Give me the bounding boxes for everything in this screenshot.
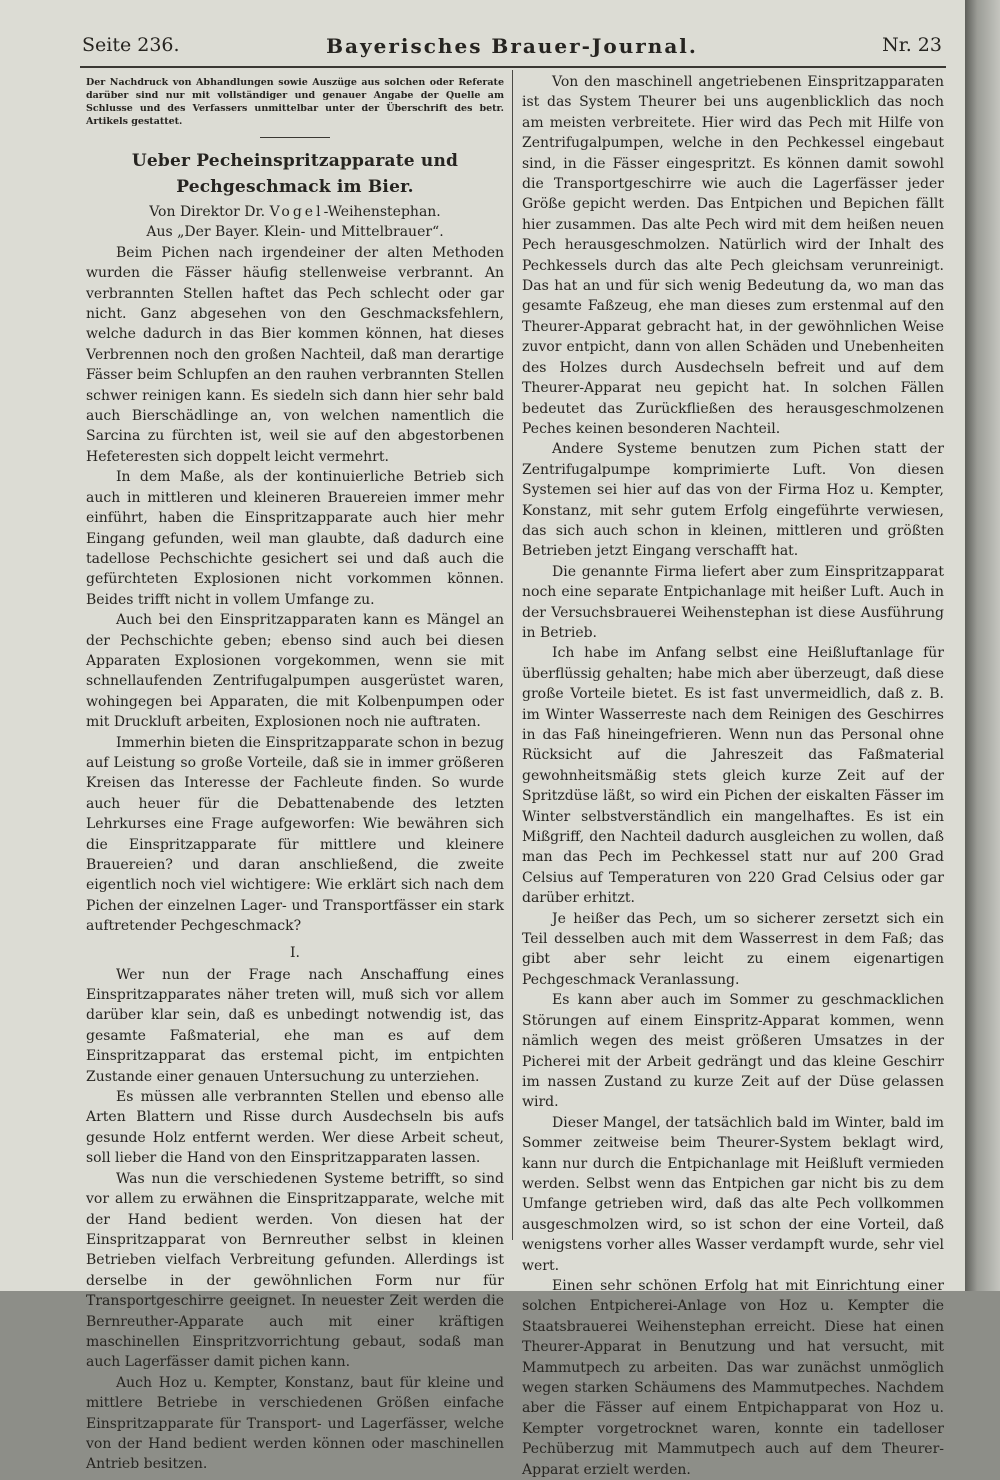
right-column xyxy=(522,72,944,1480)
paragraph: Wer nun der Frage nach Anschaffung eines Einspritzapparates näher treten will, muß sich vor allem darüber klar sein, daß es unbedingt notwendig ist, das gesamte Faßmaterial, ehe man es auf dem Einspritzapparat das erstemal picht, im entpichten Zustande einer genauen Untersuchung zu unterziehen. xyxy=(86,966,504,1085)
paragraph: Von den maschinell angetriebenen Einspritzapparaten ist das System Theurer bei uns augenblicklich das noch am meisten verbreitete. Hier wird das Pech mit Hilfe von Zentrifugalpumpen, welche in den Pechkessel eingebaut sind, in die Fässer eingespritzt. Es können damit sowohl die Transportgeschirre wie auch die Lagerfässer jeder Größe gepicht werden. Das Entpichen und Bepichen fällt hier zusammen. Das alte Pech wird mit dem heißen neuen Pech herausgeschmolzen. Natürlich wird der Inhalt des Pechkessels durch das alte Pech gleichsam verunreinigt. Das hat an und für sich wenig Bedeutung da, wo man das gesamte Faßzeug, ehe man dieses zum erstenmal auf den Theurer-Apparat gebracht hat, in der gewöhnlichen Weise zuvor entpicht, dann von allen Schäden und Unebenheiten des Holzes durch Ausdechseln befreit und auf dem Theurer-Apparat neu gepicht hat. In solchen Fällen bedeutet das Zurückfließen des herausgeschmolzenen Peches keinen besonderen Nachteil. xyxy=(522,74,944,437)
journal-title: Bayerisches Brauer-Journal. xyxy=(326,34,698,58)
section-heading: I. xyxy=(290,944,300,961)
paragraph: Je heißer das Pech, um so sicherer zersetzt sich ein Teil desselben auch mit dem Wasserrest in dem Faß; das gibt aber sehr leicht zu einem eigenartigen Pechgeschmack Veranlassung. xyxy=(522,910,944,988)
issue-number: Nr. 23 xyxy=(882,34,942,56)
paragraph: Ich habe im Anfang selbst eine Heißluftanlage für überflüssig gehalten; habe mich aber überzeugt, daß diese große Vorteile bietet. Es ist fast unvermeidlich, daß z. B. im Winter Wasserreste nach dem Reinigen des Geschirres in das Faß hineingefrieren. Wenn nun das Personal ohne Rücksicht auf die Jahreszeit das Faßmaterial gewohnheitsmäßig stets gleich kurze Zeit auf der Spritzdüse läßt, so wird ein Pichen der eiskalten Fässer im Winter selbstverständlich ein mangelhaftes. Es ist ein Mißgriff, den Nachteil dadurch ausgleichen zu wollen, daß man das Pech im Pechkessel statt nur auf 200 Grad Celsius auf Temperaturen von 220 Grad Celsius oder gar darüber erhitzt. xyxy=(522,645,944,907)
page-number: Seite 236. xyxy=(82,34,180,56)
author-prefix: Von Direktor Dr. xyxy=(149,204,270,220)
paragraph: Auch bei den Einspritzapparaten kann es Mängel an der Pechschichte geben; ebenso sind auch bei diesen Apparaten Explosionen vorgekommen, wenn sie mit schnellaufenden Zentrifugalpumpen ausgerüstet waren, wohingegen bei Apparaten, die mit Kolbenpumpen oder mit Druckluft arbeiten, Explosionen noch nie auftraten. xyxy=(86,612,504,731)
paragraph: Auch Hoz u. Kempter, Konstanz, baut für kleine und mittlere Betriebe in verschiedenen Größen einfache Einspritzapparate für Transport- und Lagerfässer, welche von der Hand bedient werden können oder maschinellen Antrieb besitzen. xyxy=(86,1374,504,1473)
left-column xyxy=(86,72,504,1475)
column-divider xyxy=(512,70,513,1240)
scan-edge xyxy=(965,0,1000,1291)
paragraph: Andere Systeme benutzen zum Pichen statt der Zentrifugalpumpe komprimierte Luft. Von diesen Systemen sei hier auf das von der Firma Hoz u. Kempter, Konstanz, mit sehr gutem Erfolg eingeführte verwiesen, das sich auch schon in kleinen, mittleren und größten Betrieben jetzt Eingang verschafft hat. xyxy=(522,441,944,560)
paragraph: In dem Maße, als der kontinuierliche Betrieb sich auch in mittleren und kleineren Brauereien immer mehr einführt, haben die Einspritzapparate auch hier mehr Eingang gefunden, weil man glaubte, daß dadurch eine tadellose Pechschichte gesichert sei und daß auch die gefürchteten Explosionen nicht vorkommen können. Beides trifft nicht in vollem Umfange zu. xyxy=(86,469,504,608)
paragraph: Immerhin bieten die Einspritzapparate schon in bezug auf Leistung so große Vorteile, daß sie in immer größeren Kreisen das Interesse der Fachleute finden. So wurde auch heuer für die Debattenabende des letzten Lehrkurses eine Frage aufgeworfen: Wie bewähren sich die Einspritzapparate für mittlere und kleinere Brauereien? und daran anschließend, die zweite eigentlich noch viel wichtigere: Wie erklärt sich nach dem Pichen der einzelnen Lager- und Transportfässer ein stark auftretender Pechgeschmack? xyxy=(86,734,504,935)
article-author xyxy=(86,202,504,222)
paragraph: Es kann aber auch im Sommer zu geschmacklichen Störungen auf einem Einspritz-Apparat kommen, wenn nämlich wegen des meist größeren Umsatzes in der Picherei mit der Arbeit gedrängt und das kleine Geschirr im nassen Zustand zu kurze Zeit auf der Düse gelassen wird. xyxy=(522,992,944,1111)
author-name: Vogel xyxy=(269,204,324,220)
author-suffix: -Weihenstephan. xyxy=(323,204,441,220)
paragraph: Die genannte Firma liefert aber zum Einspritzapparat noch eine separate Entpichanlage mit heißer Luft. Auch in der Versuchsbrauerei Weihenstephan ist diese Ausführung in Betrieb. xyxy=(522,563,944,641)
article-title: Ueber Pecheinspritzapparate und Pechgeschmack im Bier. xyxy=(131,151,459,197)
paragraph: Beim Pichen nach irgendeiner der alten Methoden wurden die Fässer häufig stellenweise verbrannt. An verbrannten Stellen haftet das Pech schlecht oder gar nicht. Ganz abgesehen von den Geschmacksfehlern, welche dadurch in das Bier kommen können, hat dieses Verbrennen noch den großen Nachteil, daß man derartige Fässer beim Schlupfen an den rauhen verbrannten Stellen schwer reinigen kann. Es siedeln sich dann hier sehr bald auch Bierschädlinge an, von welchen namentlich die Sarcina zu fürchten ist, weil sie auf den abgestorbenen Hefeteresten sich doppelt leicht vermehrt. xyxy=(86,244,504,465)
paragraph: Was nun die verschiedenen Systeme betrifft, so sind vor allem zu erwähnen die Einspritzapparate, welche mit der Hand bedient werden. Von diesen hat der Einspritzapparat von Bernreuther selbst in kleinen Betrieben vielfach Verbreitung gefunden. Allerdings ist derselbe in der gewöhnlichen Form nur für Transportgeschirre geeignet. In neuester Zeit werden die Bernreuther-Apparate auch mit einer kräftigen maschinellen Einspritzvorrichtung gebaut, sodaß man auch Lagerfässer damit pichen kann. xyxy=(86,1170,504,1371)
paragraph: Dieser Mangel, der tatsächlich bald im Winter, bald im Sommer zeitweise beim Theurer-System beklagt wird, kann nur durch die Entpichanlage mit Heißluft vermieden werden. Selbst wenn das Entpichen gar nicht bis zu dem Umfange getrieben wird, daß das alte Pech vollkommen ausgeschmolzen wird, so ist schon der eine Vorteil, daß wenigstens vorher alles Wasser verdampft wurde, sehr viel wert. xyxy=(522,1114,944,1274)
paragraph: Es müssen alle verbrannten Stellen und ebenso alle Arten Blattern und Risse durch Ausdechseln bis aufs gesunde Holz entfernt werden. Wer diese Arbeit scheut, soll lieber die Hand von den Einspritzapparaten lassen. xyxy=(86,1089,504,1167)
notice-rule xyxy=(260,137,330,138)
header-rule xyxy=(80,66,946,68)
reprint-notice: Der Nachdruck von Abhandlungen sowie Auszüge aus solchen oder Referate darüber sind nur mit vollständiger und genauer Angabe der Quelle am Schlusse und des Verfassers unmittelbar unter der Überschrift des betr. Artikels gestattet. xyxy=(86,77,504,127)
page-header xyxy=(82,34,942,60)
article-source: Aus „Der Bayer. Klein- und Mittelbrauer“. xyxy=(146,224,444,241)
paragraph: Einen sehr schönen Erfolg hat mit Einrichtung einer solchen Entpicherei-Anlage von Hoz u. Kempter die Staatsbrauerei Weihenstephan erreicht. Diese hat einen Theurer-Apparat in Benutzung und hat versucht, mit Mammutpech zu arbeiten. Das war zunächst unmöglich wegen starken Schäumens des Mammutpeches. Nachdem aber die Fässer auf einem Entpichapparat von Hoz u. Kempter vorgetrocknet waren, konnte ein tadelloser Pechüberzug mit Mammutpech auch auf dem Theurer-Apparat erzielt werden. xyxy=(522,1277,944,1478)
